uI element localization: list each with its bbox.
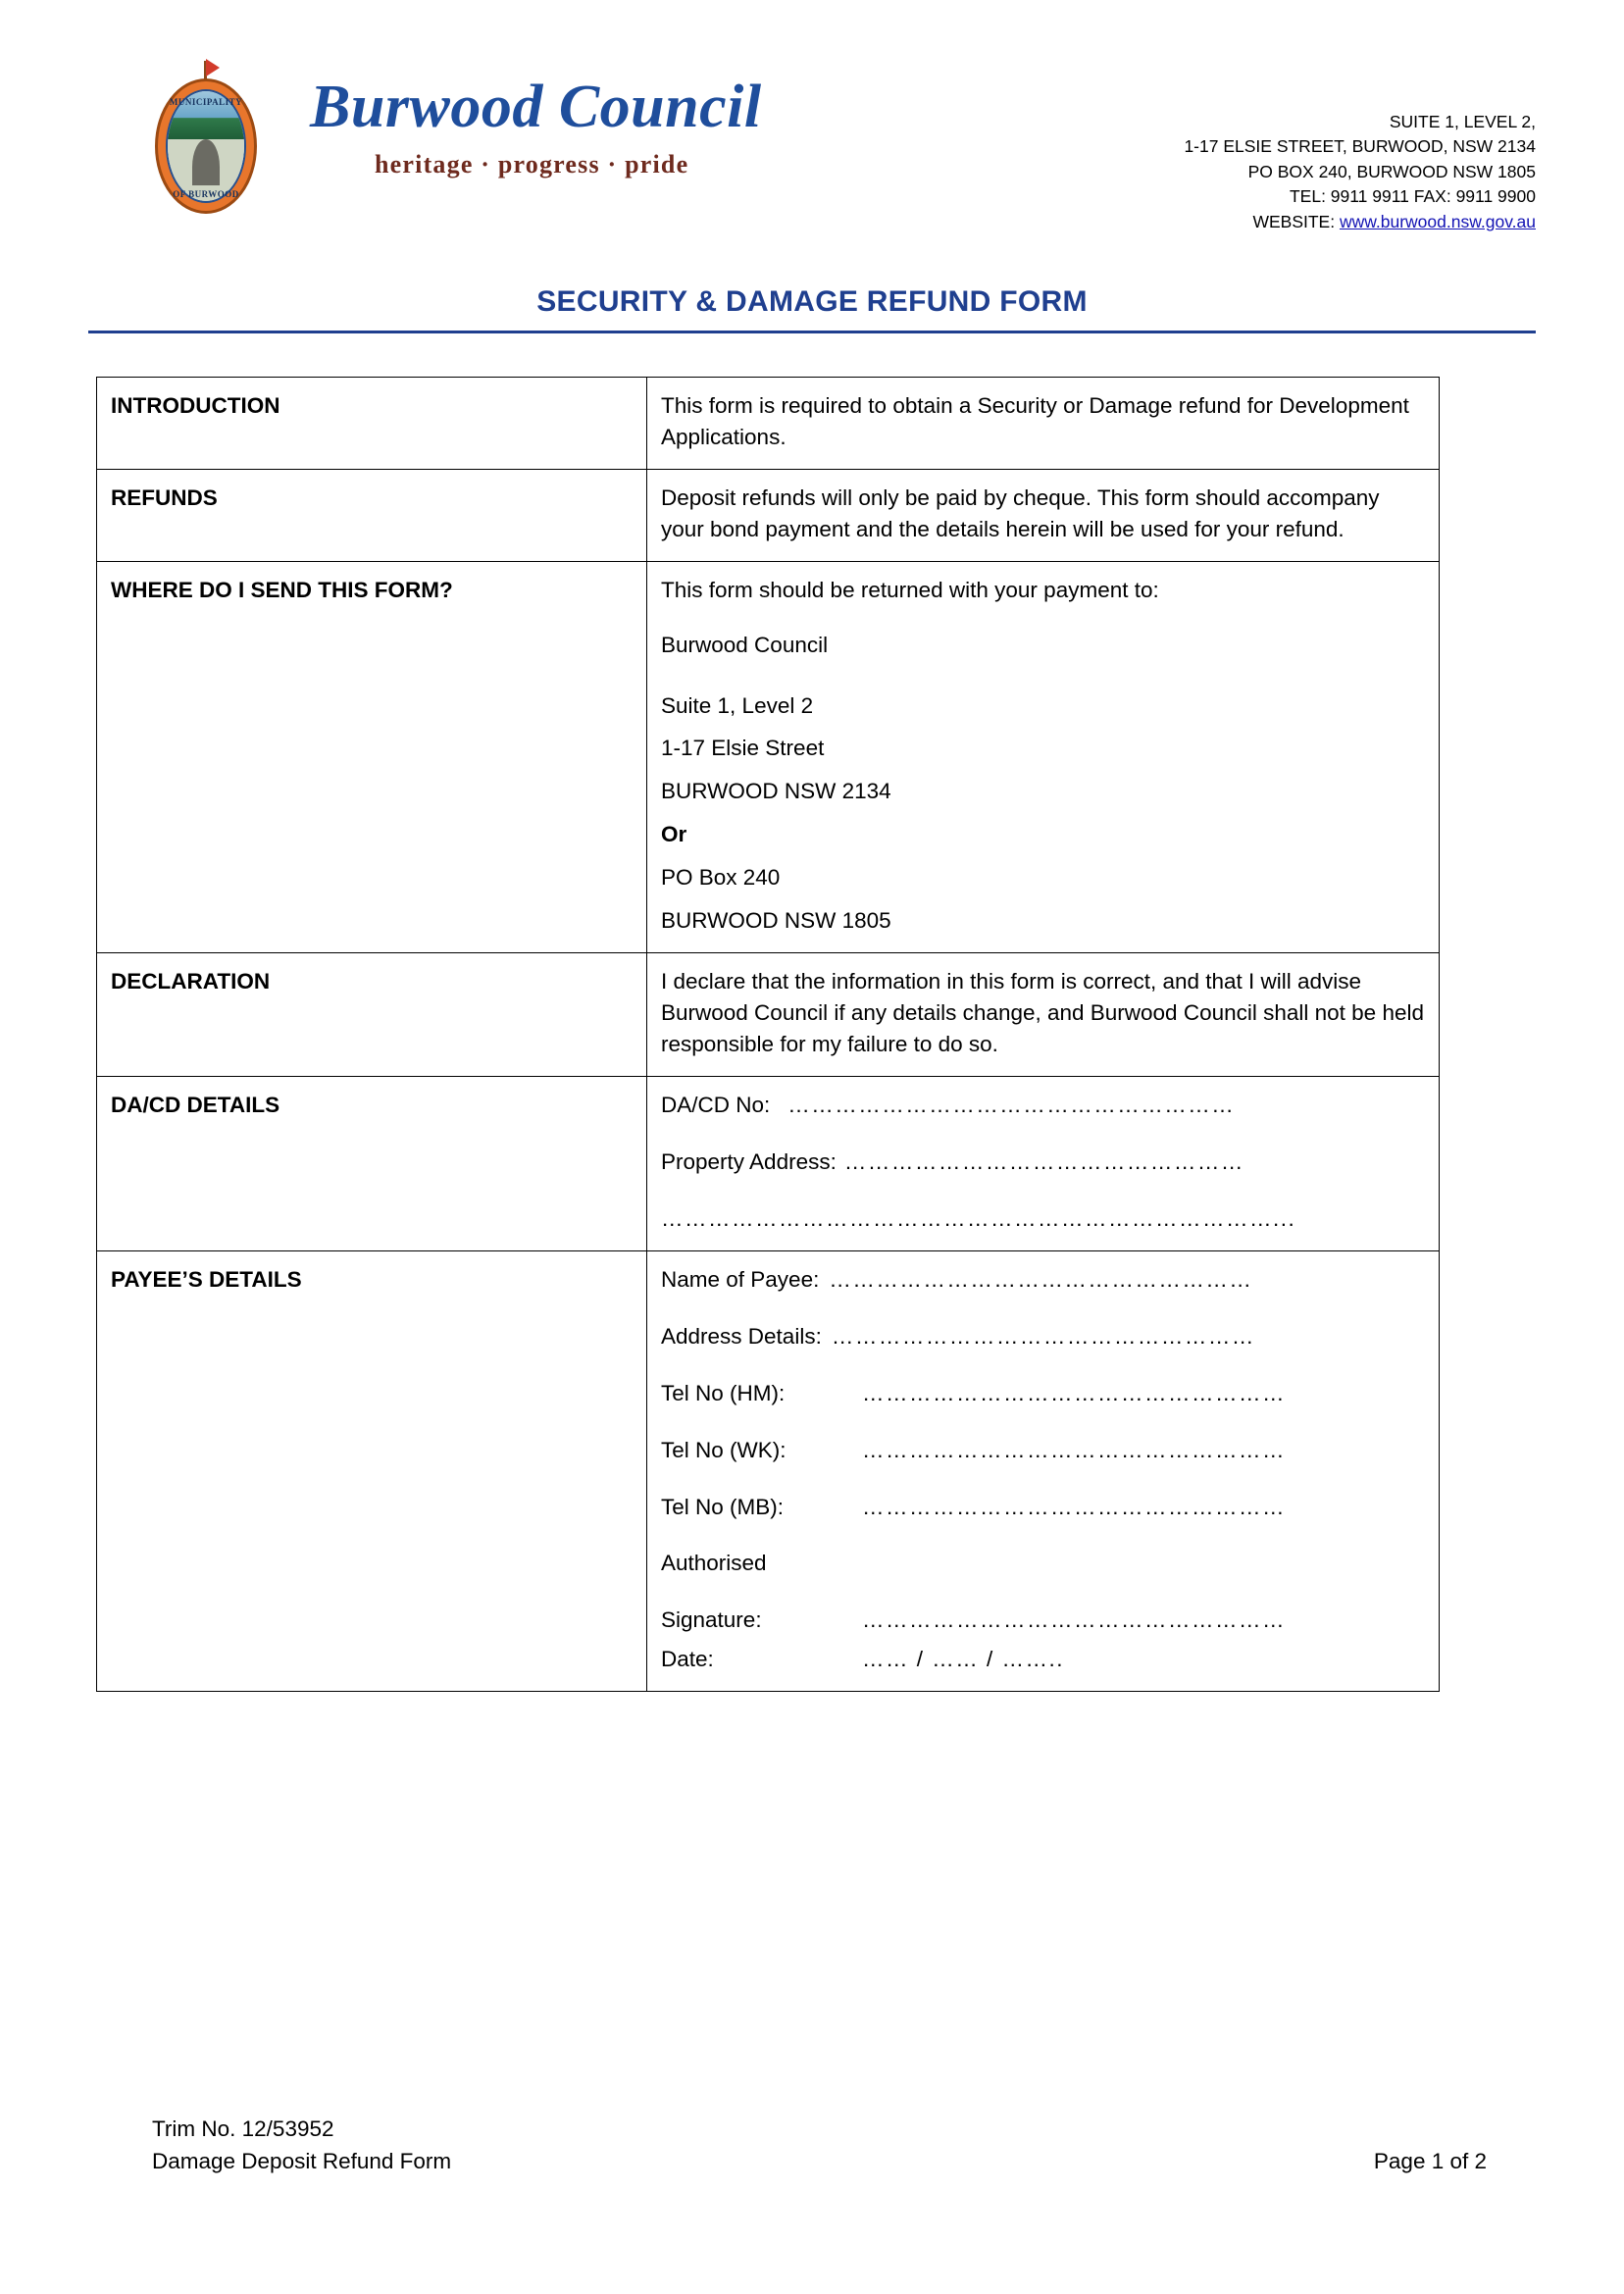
- row-label-introduction: INTRODUCTION: [97, 377, 647, 469]
- field-label-tel-work: Tel No (WK):: [661, 1437, 787, 1462]
- row-content-declaration: I declare that the information in this form is correct, and that I will advise Burwood Council if any details change, and Burwood Council shall not be held responsible for my failure to do so.: [647, 953, 1440, 1077]
- field-name-of-payee[interactable]: [661, 1264, 1425, 1296]
- brand-block: [88, 49, 762, 214]
- field-label-name-of-payee: Name of Payee:: [661, 1266, 820, 1292]
- field-date[interactable]: [661, 1644, 1425, 1675]
- field-label-date: Date:: [661, 1647, 714, 1672]
- row-content-dacd-details: [647, 1076, 1440, 1250]
- contact-line-1: SUITE 1, LEVEL 2,: [1389, 112, 1536, 131]
- wordmark: [310, 76, 762, 179]
- contact-line-4: TEL: 9911 9911 FAX: 9911 9900: [1289, 186, 1536, 207]
- row-label-dacd-details: DA/CD DETAILS: [97, 1076, 647, 1250]
- field-label-authorised: Authorised: [661, 1551, 767, 1576]
- where-addr5: BURWOOD NSW 1805: [661, 908, 891, 934]
- title-block: [88, 285, 1536, 333]
- where-addr3: BURWOOD NSW 2134: [661, 779, 891, 804]
- table-row-declaration: [97, 953, 1440, 1077]
- council-contact-details: [1184, 110, 1536, 234]
- row-label-refunds: REFUNDS: [97, 469, 647, 561]
- row-label-where-to-send: WHERE DO I SEND THIS FORM?: [97, 561, 647, 953]
- table-row-refunds: [97, 469, 1440, 561]
- row-content-where-to-send: [647, 561, 1440, 953]
- field-input-tel-mobile[interactable]: ………………………………………………: [862, 1494, 1286, 1519]
- field-address-details[interactable]: [661, 1321, 1425, 1352]
- row-label-declaration: DECLARATION: [97, 953, 647, 1077]
- field-label-tel-home: Tel No (HM):: [661, 1380, 786, 1405]
- where-addr2: 1-17 Elsie Street: [661, 736, 825, 761]
- table-row-introduction: [97, 377, 1440, 469]
- field-property-address-line2[interactable]: [661, 1203, 1425, 1235]
- row-content-refunds: Deposit refunds will only be paid by cheque. This form should accompany your bond payment and the details herein will be used for your refund.: [647, 469, 1440, 561]
- row-label-payee-details: PAYEE’S DETAILS: [97, 1250, 647, 1692]
- where-or: Or: [661, 822, 687, 847]
- field-authorised-heading: [661, 1548, 1425, 1579]
- footer-page-number: Page 1 of 2: [1373, 2149, 1487, 2174]
- council-crest-icon: [147, 57, 265, 214]
- council-website-link[interactable]: www.burwood.nsw.gov.au: [1339, 211, 1536, 231]
- crest-bottom-text: OF BURWOOD: [173, 189, 239, 199]
- field-label-address-details: Address Details:: [661, 1323, 822, 1349]
- footer-trim-number: Trim No. 12/53952: [152, 2116, 334, 2141]
- where-intro: This form should be returned with your payment to:: [661, 577, 1159, 602]
- contact-line-3: PO BOX 240, BURWOOD NSW 1805: [1247, 161, 1536, 181]
- field-label-signature: Signature:: [661, 1607, 762, 1633]
- field-tel-home[interactable]: [661, 1378, 1425, 1409]
- field-label-dacd-no: DA/CD No:: [661, 1092, 771, 1117]
- field-input-tel-work[interactable]: ………………………………………………: [862, 1437, 1286, 1462]
- field-input-signature[interactable]: ………………………………………………: [862, 1607, 1286, 1633]
- where-addr4: PO Box 240: [661, 865, 781, 891]
- contact-website-line: [1184, 210, 1536, 234]
- page-title: SECURITY & DAMAGE REFUND FORM: [536, 284, 1088, 318]
- field-signature[interactable]: [661, 1605, 1425, 1636]
- row-content-payee-details: [647, 1250, 1440, 1692]
- form-table: [96, 377, 1440, 1692]
- table-row-where-to-send: [97, 561, 1440, 953]
- table-row-payee-details: [97, 1250, 1440, 1692]
- field-input-name-of-payee[interactable]: ………………………………………………: [829, 1266, 1253, 1292]
- field-tel-mobile[interactable]: [661, 1492, 1425, 1523]
- field-input-address-details[interactable]: ………………………………………………: [831, 1323, 1255, 1349]
- field-input-property-address-line2[interactable]: ……………………………………………………………………...: [661, 1205, 1296, 1231]
- footer-left: [152, 2113, 451, 2179]
- contact-line-2: 1-17 ELSIE STREET, BURWOOD, NSW 2134: [1184, 136, 1536, 157]
- document-header: [88, 39, 1536, 234]
- title-divider: [88, 331, 1536, 333]
- crest-top-text: MUNICIPALITY: [169, 97, 243, 107]
- council-name: Burwood Council: [310, 74, 762, 140]
- field-dacd-no[interactable]: [661, 1090, 1425, 1121]
- field-property-address[interactable]: [661, 1147, 1425, 1178]
- field-input-date[interactable]: …… / …… / ……..: [862, 1647, 1065, 1672]
- table-row-dacd-details: [97, 1076, 1440, 1250]
- field-label-property-address: Property Address:: [661, 1148, 837, 1174]
- field-input-tel-home[interactable]: ………………………………………………: [862, 1380, 1286, 1405]
- where-addr1: Suite 1, Level 2: [661, 692, 814, 718]
- footer-document-name: Damage Deposit Refund Form: [152, 2149, 452, 2174]
- website-label: WEBSITE:: [1252, 211, 1340, 231]
- field-tel-work[interactable]: [661, 1435, 1425, 1466]
- council-tagline: heritage · progress · pride: [375, 150, 689, 179]
- where-org: Burwood Council: [661, 632, 829, 657]
- field-input-dacd-no[interactable]: …………………………………………………: [787, 1092, 1236, 1117]
- field-input-property-address[interactable]: ……………………………………………: [843, 1148, 1244, 1174]
- document-footer: [152, 2113, 1487, 2179]
- field-label-tel-mobile: Tel No (MB):: [661, 1494, 785, 1519]
- row-content-introduction: This form is required to obtain a Security or Damage refund for Development Applications.: [647, 377, 1440, 469]
